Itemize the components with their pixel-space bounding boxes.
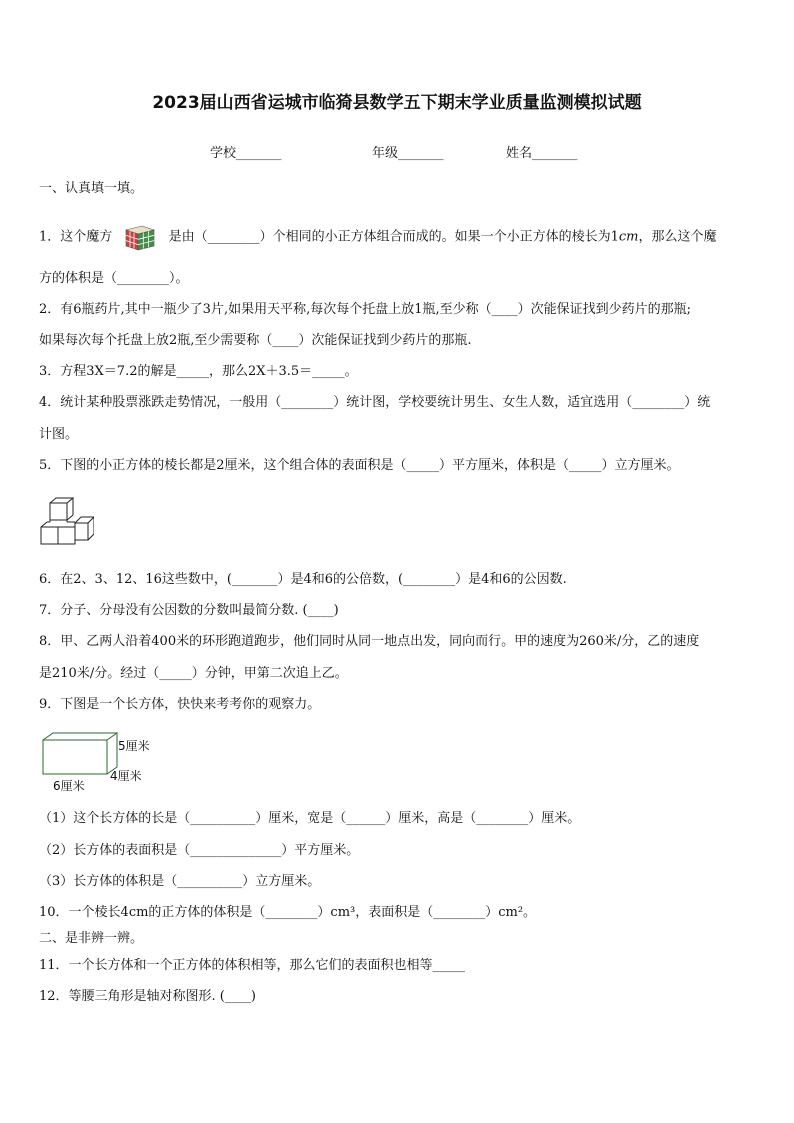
question-9-sub-2: （2）长方体的表面积是（______________）平方厘米。 bbox=[39, 843, 360, 858]
question-4-line-1: 4．统计某种股票涨跌走势情况，一般用（________）统计图，学校要统计男生、女生人数，适宜选用（________）统 bbox=[39, 395, 711, 410]
cuboid-width-label: 4厘米 bbox=[110, 769, 142, 783]
school-field: 学校_______ bbox=[210, 146, 282, 161]
question-9-stem: 9．下图是一个长方体，快快来考考你的观察力。 bbox=[39, 697, 321, 712]
question-1-line-1: 1．这个魔方 是由（________）个相同的小正方体组合而成的。如果一个小正方体的棱长为1cm，那么这个魔 bbox=[39, 222, 716, 252]
rubiks-cube-icon bbox=[122, 222, 158, 252]
question-8-line-1: 8．甲、乙两人沿着400米的环形跑道跑步，他们同时从同一地点出发，同向而行。甲的速度为260米/分，乙的速度 bbox=[39, 634, 700, 649]
question-10: 10．一个棱长4cm的正方体的体积是（________）cm³，表面积是（________）cm²。 bbox=[39, 905, 537, 920]
stacked-cubes-figure bbox=[38, 497, 94, 551]
section-heading-1: 一、认真填一填。 bbox=[39, 181, 144, 196]
question-3: 3．方程3X＝7.2的解是_____，那么2X＋3.5＝_____。 bbox=[39, 364, 358, 379]
section-heading-2: 二、是非辨一辨。 bbox=[39, 931, 144, 946]
question-11: 11．一个长方体和一个正方体的体积相等，那么它们的表面积也相等_____ bbox=[39, 958, 466, 973]
page-title: 2023届山西省运城市临猗县数学五下期末学业质量监测模拟试题 bbox=[152, 93, 642, 113]
question-4-line-2: 计图。 bbox=[39, 427, 79, 442]
question-2-line-1: 2．有6瓶药片,其中一瓶少了3片,如果用天平称,每次每个托盘上放1瓶,至少称（____）次能保证找到少药片的那瓶; bbox=[39, 302, 691, 317]
question-9-sub-3: （3）长方体的体积是（__________）立方厘米。 bbox=[39, 874, 321, 889]
grade-field: 年级_______ bbox=[372, 146, 444, 161]
question-6: 6．在2、3、12、16这些数中，(_______）是4和6的公倍数，(________）是4和6的公因数. bbox=[39, 572, 567, 587]
question-8-line-2: 是210米/分。经过（_____）分钟，甲第二次追上乙。 bbox=[39, 666, 348, 681]
question-1-line-2: 方的体积是（________）。 bbox=[39, 271, 189, 286]
cuboid-length-label: 6厘米 bbox=[53, 779, 85, 793]
question-2-line-2: 如果每次每个托盘上放2瓶,至少需要称（____）次能保证找到少药片的那瓶. bbox=[39, 333, 472, 348]
question-7: 7．分子、分母没有公因数的分数叫最简分数. (____) bbox=[39, 603, 339, 618]
question-5: 5．下图的小正方体的棱长都是2厘米，这个组合体的表面积是（_____）平方厘米，体积是（_____）立方厘米。 bbox=[39, 458, 680, 473]
question-9-sub-1: （1）这个长方体的长是（__________）厘米，宽是（______）厘米，高是（________）厘米。 bbox=[39, 811, 581, 826]
question-12: 12．等腰三角形是轴对称图形. (____) bbox=[39, 989, 256, 1004]
cuboid-height-label: 5厘米 bbox=[118, 739, 150, 753]
name-field: 姓名_______ bbox=[506, 146, 578, 161]
